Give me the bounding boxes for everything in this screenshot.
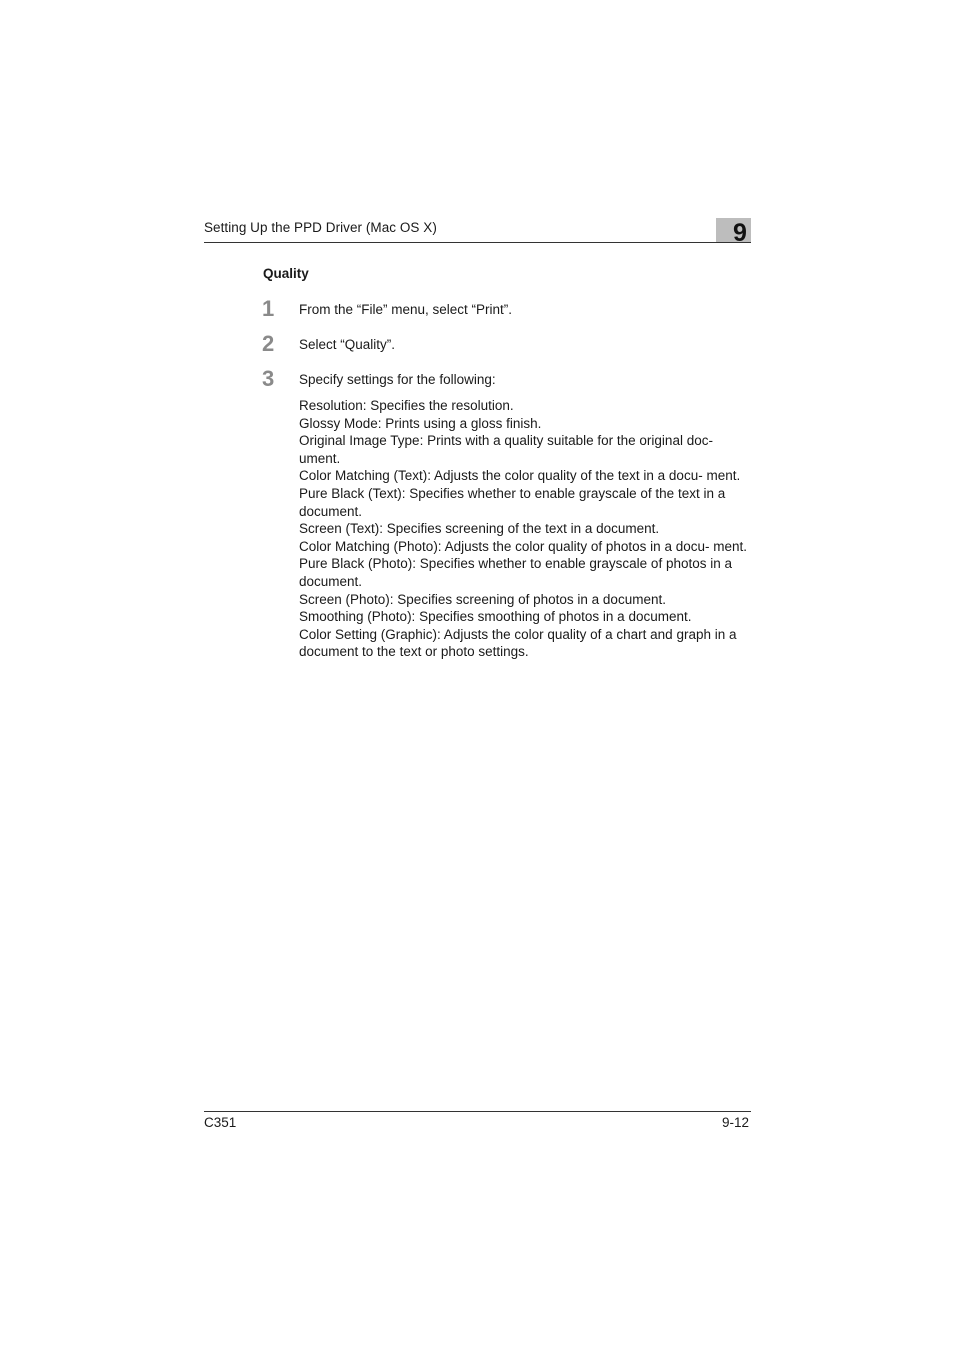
step-text: From the “File” menu, select “Print”.: [299, 302, 513, 317]
quality-settings-list: [299, 397, 751, 661]
list-item: Color Matching (Text): Adjusts the color quality of the text in a docu- ment.: [299, 468, 741, 484]
footer-divider: [204, 1111, 751, 1112]
list-item: Color Matching (Photo): Adjusts the color quality of photos in a docu- ment.: [299, 538, 747, 554]
footer-model: C351: [204, 1115, 237, 1130]
running-header-title: Setting Up the PPD Driver (Mac OS X): [204, 220, 437, 235]
step-number: 3: [262, 366, 275, 391]
chapter-number: 9: [733, 219, 747, 247]
list-item: Resolution: Specifies the resolution.: [299, 398, 514, 413]
list-item: Screen (Photo): Specifies screening of photos in a document.: [299, 591, 666, 607]
list-item: Pure Black (Photo): Specifies whether to enable grayscale of photos in a document.: [299, 556, 732, 589]
header-divider: [204, 242, 751, 243]
step-number: 1: [262, 296, 275, 321]
list-item: Pure Black (Text): Specifies whether to enable grayscale of the text in a document.: [299, 485, 726, 519]
section-title: Quality: [263, 266, 309, 281]
step-text: Select “Quality”.: [299, 337, 396, 352]
list-item: Color Setting (Graphic): Adjusts the color quality of a chart and graph in a document to the text or photo settings.: [299, 626, 737, 660]
list-item: Original Image Type: Prints with a quality suitable for the original doc- ument.: [299, 433, 713, 466]
list-item: Smoothing (Photo): Specifies smoothing of photos in a document.: [299, 609, 692, 625]
step-text: Specify settings for the following:: [299, 372, 496, 387]
list-item: Screen (Text): Specifies screening of the text in a document.: [299, 521, 660, 537]
step-number: 2: [262, 331, 275, 356]
footer-page-number: 9-12: [721, 1115, 749, 1130]
list-item: Glossy Mode: Prints using a gloss finish.: [299, 415, 542, 431]
